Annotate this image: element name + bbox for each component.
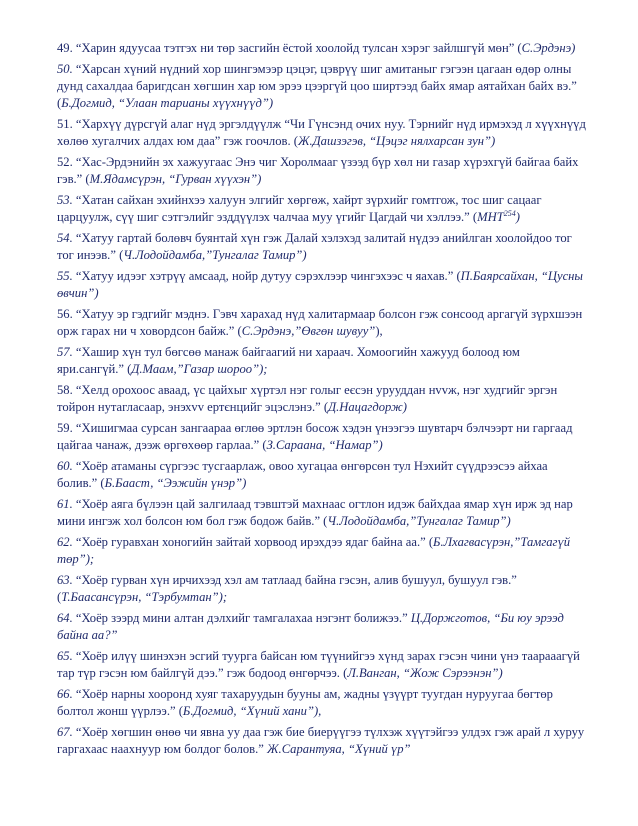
quote-text: “Хоёр зээрд мини алтан дэлхийг тамгалахаа нэгэнт болижээ.” xyxy=(75,611,411,625)
entry-number: 54. xyxy=(57,231,73,245)
entry-number: 53. xyxy=(57,193,73,207)
quote-text: “Хелд орохоос аваад, үс цайхыг хүртэл нэг голыг еєсэн урууддан нvvж, нэг худгийг эргэн тойрон нутагласаар, энэхvv ертєнцийг эцэслэнэ.” ( xyxy=(57,383,558,414)
quote-text: “Хоёр илүү шинэхэн эсгий туурга байсан юм түүнийгээ хүнд зарах гэсэн чини үнэ таарааагүй тар түр гэсэн юм байлгүй дээ.” гэж бодоод өнгөрчээ. ( xyxy=(57,649,580,680)
quote-source: Д.Нацагдорж) xyxy=(328,400,407,414)
quote-source: Б.Догмид, “Улаан тарианы хүүхнүүд”) xyxy=(61,96,274,110)
quote-source: Ж.Дашзэгэв, “Цэцэг нялхарсан зун”) xyxy=(297,134,496,148)
quote-text: “Хашир хүн тул бөгсөө манаж байгаагий ни хараач. Хомоогийн хажууд болоод юм яри.сангүй.” ( xyxy=(57,345,520,376)
quote-source: Л.Ванган, “Жож Сэрээнэн”) xyxy=(347,666,503,680)
entry-number: 61. xyxy=(57,497,73,511)
quote-source: Д.Маам,”Газар шороо”); xyxy=(131,362,268,376)
entry-number: 52. xyxy=(57,155,73,169)
quote-text: “Хас-Эрдэнийн эх хажуугаас Энэ чиг Хоролмааг үзээд бүр хөл ни газар хүрэхгүй байгаа байх гэв.” ( xyxy=(57,155,579,186)
list-item xyxy=(57,534,587,568)
quote-text: “Хоёр аяга бүлээн цай залгилаад тэвштэй махнаас огтлон идэж байхдаа ямар хүн ирж эд нар мини ингэж хол болсон юм бол гэж бодож байв.” ( xyxy=(57,497,573,528)
quote-text: “Хатуу гартай болөвч буянтай хүн гэж Далай хэлэхэд залитай нүдээ анийлган хоолойдоо тог тог инээв.” ( xyxy=(57,231,572,262)
list-item xyxy=(57,686,587,720)
list-item xyxy=(57,268,587,302)
list-item xyxy=(57,420,587,454)
quote-source: З.Сараана, “Намар”) xyxy=(266,438,383,452)
list-item xyxy=(57,306,587,340)
quote-text: “Хоёр гурван хүн ирчихээд хэл ам татлаад байна гэсэн, алив бушуул, бушуул гэв.” ( xyxy=(57,573,517,604)
list-item xyxy=(57,154,587,188)
list-item xyxy=(57,344,587,378)
entry-number: 60. xyxy=(57,459,73,473)
list-item xyxy=(57,648,587,682)
entry-number: 51. xyxy=(57,117,73,131)
quote-source: М.Ядамсүрэн, “Гурван хүүхэн”) xyxy=(89,172,262,186)
quote-source-tail: ), xyxy=(375,324,383,338)
quote-source-tail: ) xyxy=(515,210,520,224)
quote-text: “Хатуу идээг хэтрүү амсаад, нойр дутуу сэрэхлээр чингэхээс ч яахав.” ( xyxy=(75,269,461,283)
quote-source: С.Эрдэнэ,”Өвгөн шувуу” xyxy=(241,324,376,338)
list-item xyxy=(57,496,587,530)
list-item xyxy=(57,382,587,416)
list-item xyxy=(57,458,587,492)
entry-number: 57. xyxy=(57,345,73,359)
list-item xyxy=(57,40,587,57)
list-item xyxy=(57,116,587,150)
quote-text: “Хоёр хөгшин өнөө чи явна уу даа гэж бие биерүүгээ түлхэж хүүтэйгээ улдэх гэж арай л хуруу гаргахаас наахнуур юм болдог болов.” xyxy=(57,725,585,756)
quote-text: “Хархүү дүрсгүй алаг нүд эргэлдүүлж “Чи Гүнсэнд очих нуу. Тэрнийг нүд ирмэхэд л хүүхнүүд хөлөө хугалчих алдах юм даа” гэж гоочлов. ( xyxy=(57,117,586,148)
list-item xyxy=(57,192,587,226)
entry-number: 49. xyxy=(57,41,73,55)
quote-text: “Хоёр нарны хооронд хуяг тахаруудын бууны ам, жадны үзүүрт туугдан нуруугаа бөгтөр болтол жонш үүрлээ.” ( xyxy=(57,687,553,718)
entry-number: 58. xyxy=(57,383,73,397)
quote-source: Б.Лхагвасүрэн,”Тамгагүй төр”); xyxy=(57,535,571,566)
quote-source: МНТ xyxy=(477,210,504,224)
entry-number: 59. xyxy=(57,421,73,435)
list-item xyxy=(57,610,587,644)
entry-number: 63. xyxy=(57,573,73,587)
entry-number: 65. xyxy=(57,649,73,663)
quote-source: П.Баярсайхан, “Цусны өвчин”) xyxy=(57,269,583,300)
document-page xyxy=(57,40,587,762)
quote-text: “Харин ядуусаа тэтгэх ни төр засгийн ёстой хоолойд тулсан хэрэг зайлшгүй мөн” ( xyxy=(75,41,522,55)
quote-text: “Хишигмаа сурсан зангаараа өглөө эртлэн босож хэдэн үнээгээ шувтарч бэлчээрт ни гаргаад цайгаа чанаж, дээж өргөхөөр гарлаа.” ( xyxy=(57,421,573,452)
entry-number: 67. xyxy=(57,725,73,739)
quote-source: Ц.Доржготов, “Би юу эрээд байна аа?” xyxy=(57,611,564,642)
quote-source: Ч.Лодойдамба,”Тунгалаг Тамир”) xyxy=(327,514,511,528)
entry-number: 64. xyxy=(57,611,73,625)
quote-text: “Хоёр гуравхан хоногийн зайтай хорвоод ирэхдээ ядаг байна аа.” ( xyxy=(75,535,434,549)
quote-source: Б.Бааст, “Ээжийн үнэр”) xyxy=(104,476,247,490)
quote-source: Б.Догмид, “Хүний хани”), xyxy=(182,704,322,718)
entry-number: 62. xyxy=(57,535,73,549)
quote-source: Ж.Сарантуяа, “Хүний үр” xyxy=(267,742,411,756)
quote-text: “Хатан сайхан эхийнхээ халуун элгийг хөргөж, хайрт зүрхийг гомтгож, тос шиг сацааг царцуулж, сүү шиг сэтгэлийг эзддүүлэх чалчаа муу үгийг Цагдай чи хэллээ.” ( xyxy=(57,193,542,224)
quote-text: “Харсан хүний нүдний хор шингэмээр цэцэг, цэврүү шиг амитаныг гэгээн цагаан өдөр олны дунд сахалдаа баригдсан хөгшин хар юм эрээ цээргүй цоо ширтээд байх ямар аятайхан байх вэ.” ( xyxy=(57,62,577,110)
quote-source: Т.Баасансүрэн, “Тэрбумтан”); xyxy=(61,590,228,604)
list-item xyxy=(57,61,587,112)
quote-text: “Хатуу эр гэдгийг мэднэ. Гэвч харахад нүд халитармаар болсон гэж сонсоод аргагүй зүрхшээн орж гарах ни ч ховордсон байж.” ( xyxy=(57,307,583,338)
entry-number: 55. xyxy=(57,269,73,283)
list-item xyxy=(57,572,587,606)
footnote-marker: 254 xyxy=(503,208,516,218)
list-item xyxy=(57,724,587,758)
entry-number: 66. xyxy=(57,687,73,701)
entry-number: 50. xyxy=(57,62,73,76)
list-item xyxy=(57,230,587,264)
quote-source: С.Эрдэнэ) xyxy=(521,41,576,55)
quote-source: Ч.Лодойдамба,”Тунгалаг Тамир”) xyxy=(123,248,307,262)
entry-number: 56. xyxy=(57,307,73,321)
quote-text: “Хоёр атаманы сүргээс тусгаарлаж, овоо хугацаа өнгөрсөн тул Нэхийт сүүдрээсээ айхаа болив.” ( xyxy=(57,459,548,490)
